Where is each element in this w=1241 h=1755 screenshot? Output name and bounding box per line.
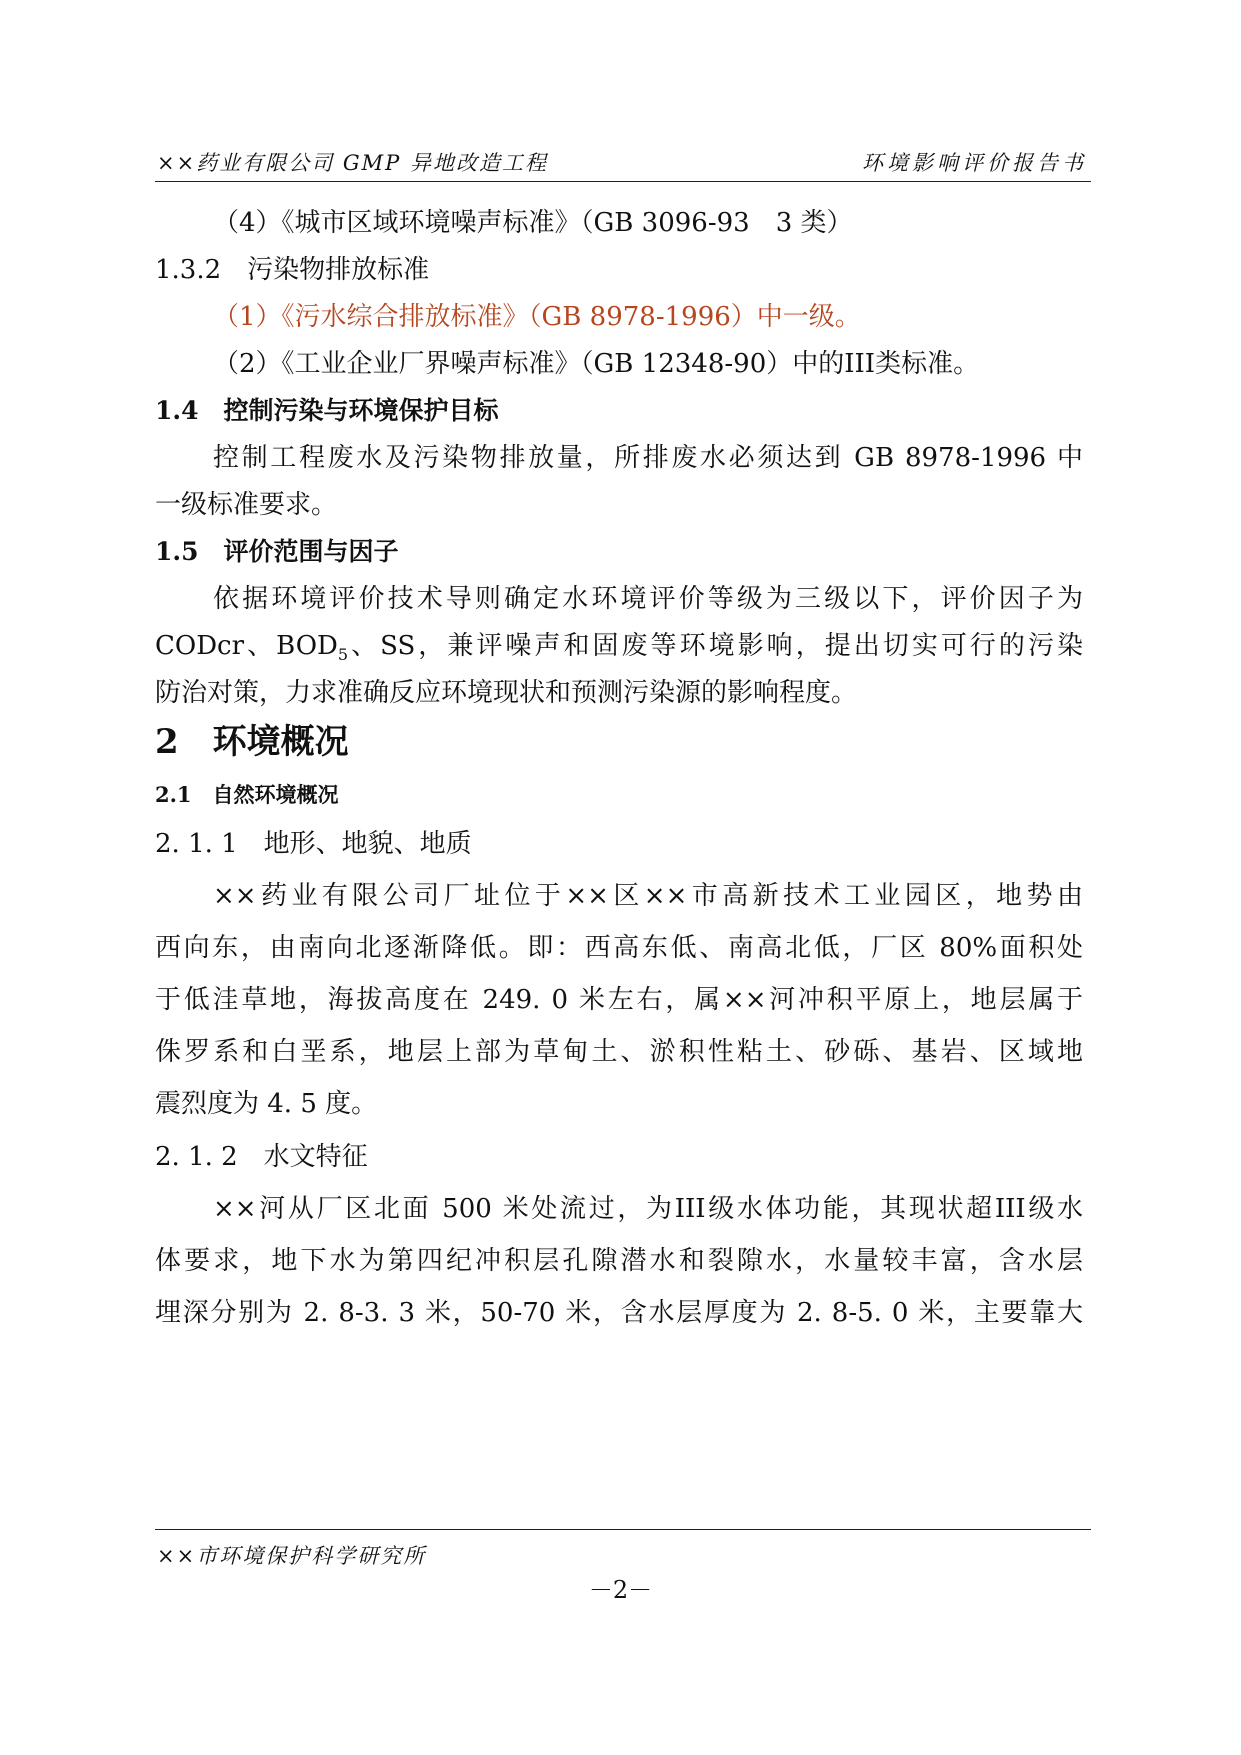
page-footer [155,1529,1091,1568]
paragraph-2-1-1-line4: 侏罗系和白垩系，地层上部为草甸土、淤积性粘土、砂砾、基岩、区域地 [155,1037,1083,1067]
subsection-2-1-1: 2. 1. 1 地形、地貌、地质 [155,829,472,859]
section-1-5-heading: 1.5 评价范围与因子 [155,537,399,566]
header-project-title: ××药业有限公司 GMP 异地改造工程 [157,151,548,175]
section-2-1-heading: 2.1 自然环境概况 [155,782,339,807]
section-1-4-heading: 1.4 控制污染与环境保护目标 [155,396,499,425]
paragraph-2-1-1-line1: ××药业有限公司厂址位于××区××市高新技术工业园区，地势由 [213,881,1083,911]
paragraph-2-1-2-line3: 埋深分别为 2. 8-3. 3 米，50-70 米，含水层厚度为 2. 8-5. 0 米，主要靠大 [155,1298,1083,1328]
standard-item-4: （4）《城市区域环境噪声标准》（GB 3096-93 3 类） [213,208,853,238]
emission-standard-2: （2）《工业企业厂界噪声标准》（GB 12348-90）中的III类标准。 [213,349,980,379]
paragraph-2-1-2-line2: 体要求，地下水为第四纪冲积层孔隙潜水和裂隙水，水量较丰富，含水层 [155,1246,1083,1276]
emission-standard-1: （1）《污水综合排放标准》（GB 8978-1996）中一级。 [213,302,861,332]
page-number: －2－ [588,1576,653,1604]
subsection-1-3-2: 1.3.2 污染物排放标准 [155,255,430,285]
paragraph-2-1-2-line1: ××河从厂区北面 500 米处流过，为III级水体功能，其现状超III级水 [213,1194,1083,1224]
header-report-title: 环境影响评价报告书 [862,151,1087,175]
paragraph-2-1-1-line5: 震烈度为 4. 5 度。 [155,1089,378,1119]
paragraph-1-5-line2: CODcr、$BOD_5$、SS，兼评噪声和固废等环境影响，提出切实可行的污染 [155,631,1083,665]
paragraph-1-4-line2: 一级标准要求。 [155,490,338,520]
footer-organization: ××市环境保护科学研究所 [157,1544,427,1568]
paragraph-2-1-1-line3: 于低洼草地，海拔高度在 249. 0 米左右，属××河冲积平原上，地层属于 [155,985,1083,1015]
page-header [155,145,1091,182]
paragraph-1-5-line3: 防治对策，力求准确反应环境现状和预测污染源的影响程度。 [155,678,858,708]
paragraph-2-1-1-line2: 西向东，由南向北逐渐降低。即：西高东低、南高北低，厂区 80%面积处 [155,933,1083,963]
subsection-2-1-2: 2. 1. 2 水文特征 [155,1142,368,1172]
paragraph-1-4-line1: 控制工程废水及污染物排放量，所排废水必须达到 GB 8978-1996 中 [213,443,1083,473]
paragraph-1-5-line1: 依据环境评价技术导则确定水环境评价等级为三级以下，评价因子为 [213,584,1083,614]
chapter-2-heading: 2 环境概况 [155,722,349,762]
